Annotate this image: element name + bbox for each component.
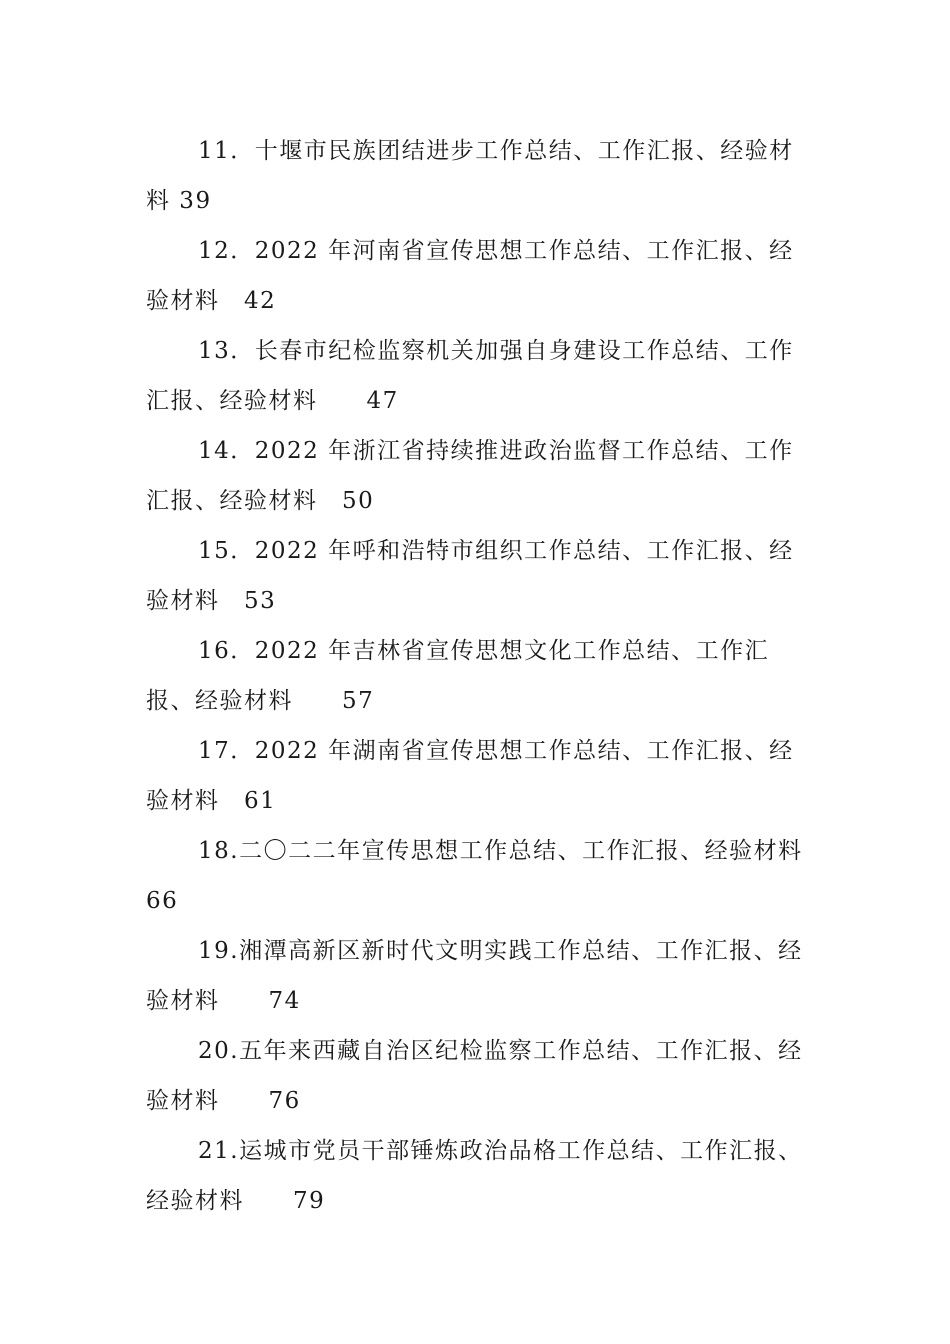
toc-entry-18: 18.二〇二二年宣传思想工作总结、工作汇报、经验材料 66: [146, 838, 803, 914]
table-of-contents: [146, 126, 811, 1226]
toc-entry-16: 16．2022 年吉林省宣传思想文化工作总结、工作汇报、经验材料 57: [146, 638, 770, 714]
toc-entry-21: 21.运城市党员干部锤炼政治品格工作总结、工作汇报、经验材料 79: [146, 1138, 803, 1214]
toc-entry-20: 20.五年来西藏自治区纪检监察工作总结、工作汇报、经验材料 76: [146, 1038, 803, 1114]
toc-entry-19: 19.湘潭高新区新时代文明实践工作总结、工作汇报、经验材料 74: [146, 938, 803, 1014]
toc-entry-15: 15．2022 年呼和浩特市组织工作总结、工作汇报、经验材料 53: [146, 538, 794, 614]
toc-entry-13: 13．长春市纪检监察机关加强自身建设工作总结、工作汇报、经验材料 47: [146, 338, 794, 414]
toc-entry-17: 17．2022 年湖南省宣传思想工作总结、工作汇报、经验材料 61: [146, 738, 794, 814]
toc-entry-14: 14．2022 年浙江省持续推进政治监督工作总结、工作汇报、经验材料 50: [146, 438, 794, 514]
toc-entry-11: 11．十堰市民族团结进步工作总结、工作汇报、经验材料 39: [146, 138, 794, 214]
toc-entry-12: 12．2022 年河南省宣传思想工作总结、工作汇报、经验材料 42: [146, 238, 794, 314]
